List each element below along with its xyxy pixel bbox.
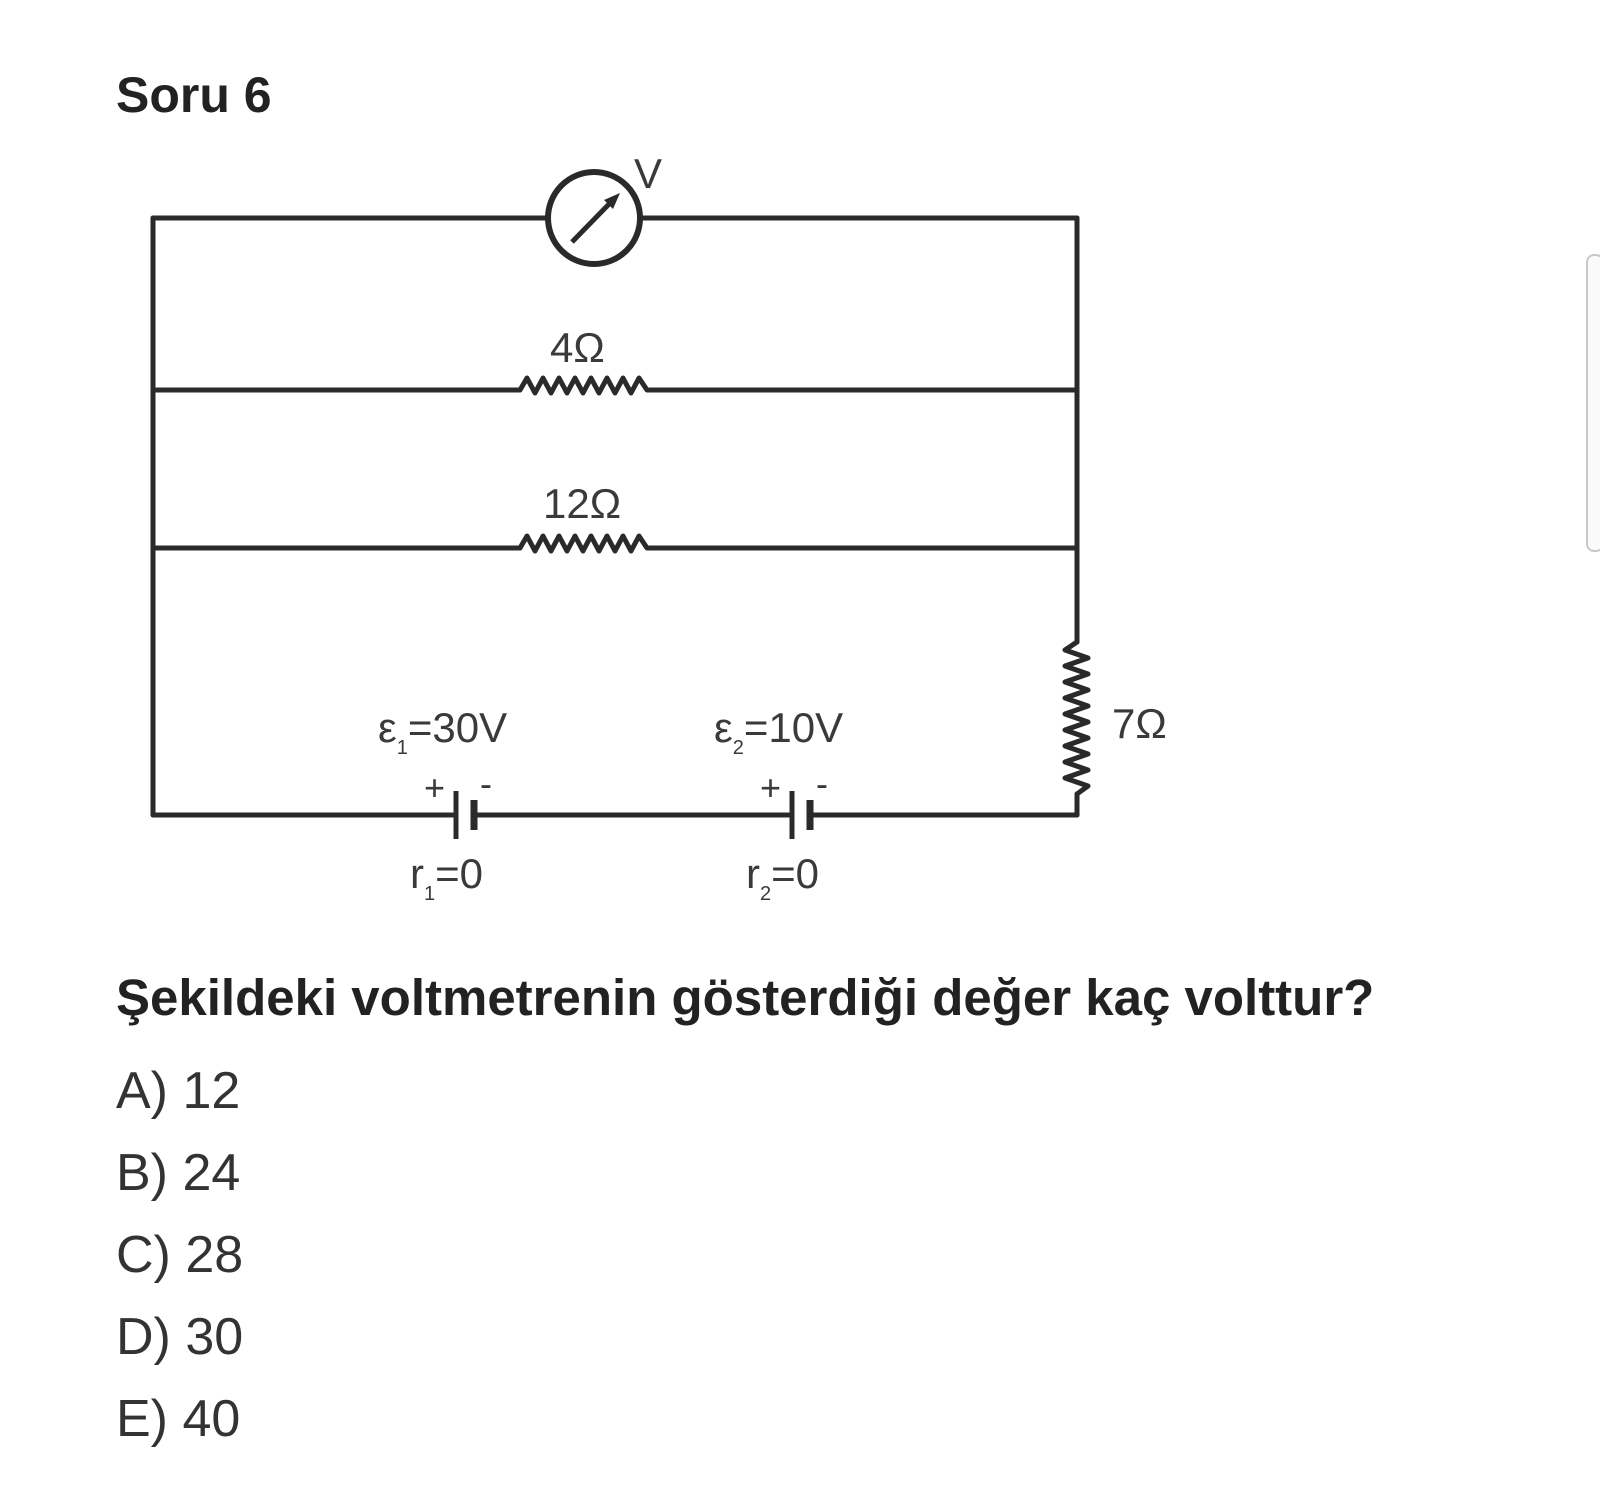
option-letter: D) [116, 1308, 171, 1366]
option-value: 12 [182, 1062, 241, 1120]
internal-resistance2-label: $r_2=0$ [746, 850, 820, 905]
option-b[interactable] [116, 1132, 243, 1214]
voltmeter-label: V [634, 150, 663, 197]
option-letter: B) [116, 1144, 168, 1202]
battery1-minus-sign: - [480, 763, 492, 804]
resistor-7ohm [1065, 642, 1088, 794]
answer-options [116, 1050, 243, 1460]
option-value: 24 [182, 1144, 241, 1202]
option-value: 28 [185, 1226, 244, 1284]
emf1-label: $\varepsilon_1=30V$ [378, 704, 508, 759]
option-letter: C) [116, 1226, 171, 1284]
resistor-7ohm-label: 7Ω [1112, 700, 1167, 747]
internal-resistance1-label: $r_1=0$ [410, 850, 484, 905]
battery1-plus-sign: + [424, 767, 446, 808]
option-e[interactable] [116, 1378, 243, 1460]
question-text: Şekildeki voltmetrenin gösterdiği değer kaç volttur? [116, 969, 1375, 1026]
scroll-handle[interactable] [1586, 254, 1600, 552]
resistor-12ohm [520, 536, 670, 551]
question-title: Soru 6 [116, 67, 272, 123]
resistor-4ohm [520, 378, 670, 393]
option-d[interactable] [116, 1296, 243, 1378]
option-value: 30 [185, 1308, 244, 1366]
battery2-minus-sign: - [816, 763, 828, 804]
resistor-4ohm-label: 4Ω [550, 324, 605, 371]
emf2-label: $\varepsilon_2=10V$ [714, 704, 844, 759]
option-letter: A) [116, 1062, 168, 1120]
battery2-plus-sign: + [760, 767, 782, 808]
option-letter: E) [116, 1390, 168, 1448]
option-c[interactable] [116, 1214, 243, 1296]
resistor-12ohm-label: 12Ω [543, 480, 622, 527]
option-value: 40 [182, 1390, 241, 1448]
voltmeter [548, 172, 640, 264]
option-a[interactable] [116, 1050, 243, 1132]
